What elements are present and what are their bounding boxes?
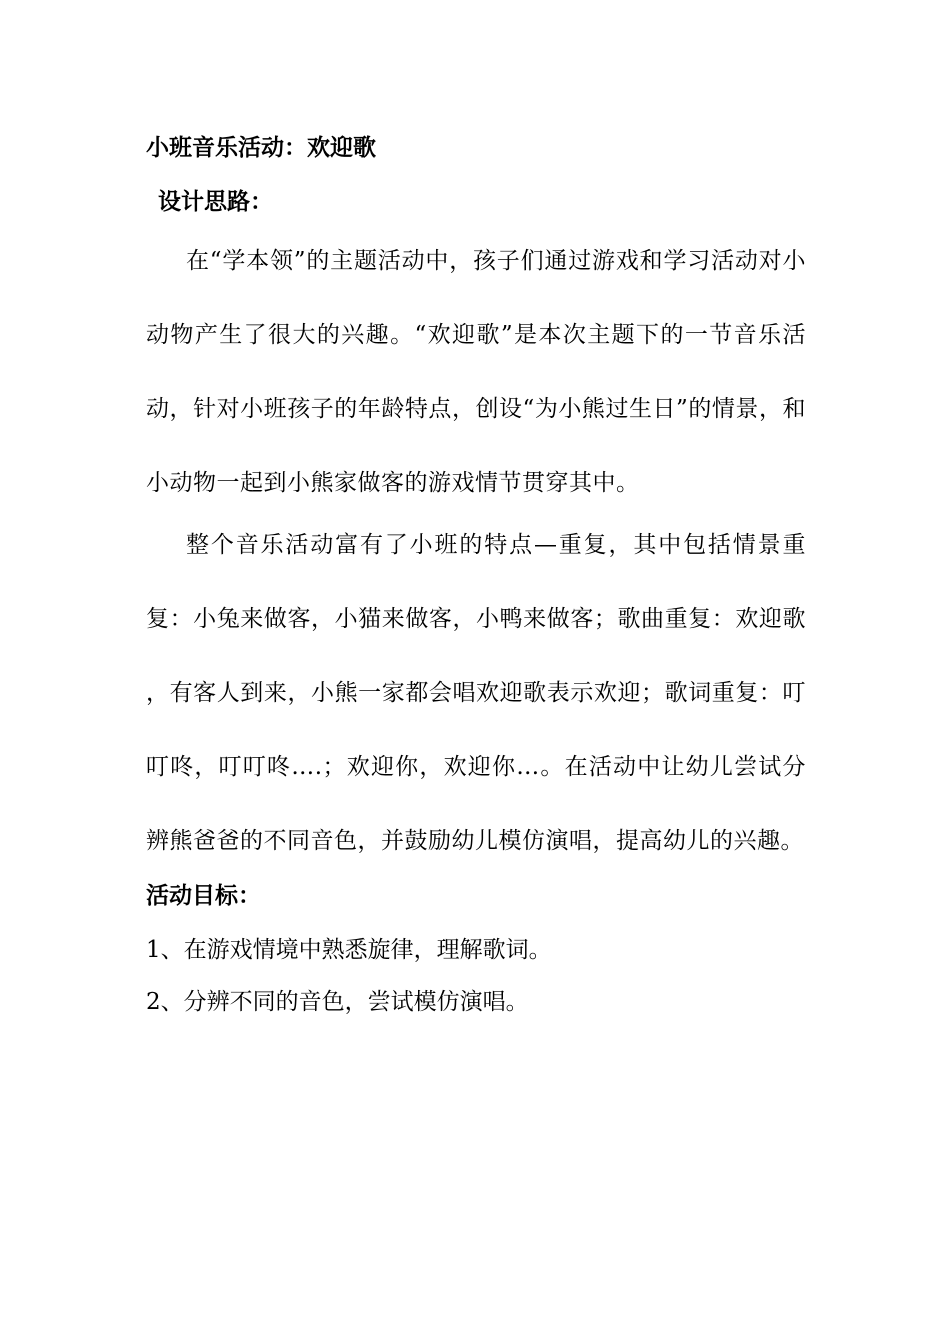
design-heading: 设计思路： <box>158 188 273 215</box>
design-paragraph-2: 整个音乐活动富有了小班的特点—重复，其中包括情景重复：小兔来做客，小猫来做客，小鸭来做客；歌曲重复：欢迎歌 ，有客人到来，小熊一家都会唱欢迎歌表示欢迎；歌词重复：叮叮咚，叮叮咚….；欢迎你，欢迎你…。在活动中让幼儿尝试分辨熊爸爸的不同音色，并鼓励幼儿模仿演唱，提高幼儿的兴趣。 <box>146 532 806 854</box>
design-paragraph-1: 在“学本领”的主题活动中，孩子们通过游戏和学习活动对小动物产生了很大的兴趣。“欢迎歌”是本次主题下的一节音乐活动，针对小班孩子的年龄特点，创设“为小熊过生日”的情景，和小动物一起到小熊家做客的游戏情节贯穿其中。 <box>146 248 806 496</box>
goals-heading: 活动目标： <box>146 882 261 909</box>
document-body <box>146 126 806 1028</box>
document-title: 小班音乐活动：欢迎歌 <box>146 134 376 161</box>
goal-item-2: 2、分辨不同的音色，尝试模仿演唱。 <box>146 989 529 1015</box>
goal-item-1: 1、在游戏情境中熟悉旋律，理解歌词。 <box>146 937 552 963</box>
